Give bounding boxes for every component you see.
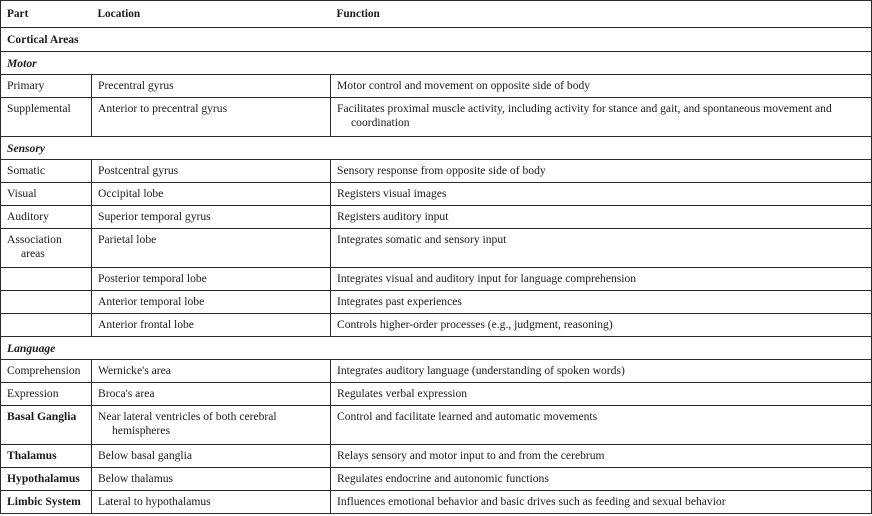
- cell-function: Control and facilitate learned and automatic movements: [331, 406, 872, 445]
- table-row: [1, 229, 872, 268]
- section-row-cortical-areas: [1, 28, 872, 52]
- table-row-thalamus: [1, 445, 872, 468]
- cell-location: Superior temporal gyrus: [92, 206, 331, 229]
- cell-part: Basal Ganglia: [1, 406, 92, 445]
- header-location: Location: [92, 1, 331, 28]
- cell-location: Precentral gyrus: [92, 75, 331, 98]
- cell-location: Broca's area: [92, 383, 331, 406]
- cell-function: Influences emotional behavior and basic drives such as feeding and sexual behavior: [331, 491, 872, 514]
- cell-function: Integrates somatic and sensory input: [331, 229, 872, 268]
- cell-function: [331, 98, 872, 137]
- table-row: [1, 75, 872, 98]
- table-row: [1, 268, 872, 291]
- cell-function: Registers visual images: [331, 183, 872, 206]
- group-row-language: [1, 337, 872, 360]
- cell-part: [1, 229, 92, 268]
- table-row: [1, 160, 872, 183]
- cell-function: Controls higher-order processes (e.g., judgment, reasoning): [331, 314, 872, 337]
- group-label: Motor: [1, 52, 872, 75]
- cell-location: Posterior temporal lobe: [92, 268, 331, 291]
- cell-location: Postcentral gyrus: [92, 160, 331, 183]
- cell-function: Integrates visual and auditory input for language comprehension: [331, 268, 872, 291]
- cell-location: Wernicke's area: [92, 360, 331, 383]
- cell-part: Auditory: [1, 206, 92, 229]
- cell-part: [1, 268, 92, 291]
- cell-function: Integrates past experiences: [331, 291, 872, 314]
- cell-location: Below thalamus: [92, 468, 331, 491]
- cell-part: Thalamus: [1, 445, 92, 468]
- table-row: [1, 291, 872, 314]
- cell-location: Occipital lobe: [92, 183, 331, 206]
- cell-part: [1, 291, 92, 314]
- cell-part: Somatic: [1, 160, 92, 183]
- cell-part: Expression: [1, 383, 92, 406]
- cell-part: Supplemental: [1, 98, 92, 137]
- cell-function: Integrates auditory language (understanding of spoken words): [331, 360, 872, 383]
- group-label: Sensory: [1, 137, 872, 160]
- cell-part: Comprehension: [1, 360, 92, 383]
- cell-function: Relays sensory and motor input to and from the cerebrum: [331, 445, 872, 468]
- header-function: Function: [331, 1, 872, 28]
- table-row-basal-ganglia: [1, 406, 872, 445]
- cell-location: [92, 406, 331, 445]
- cell-part: Limbic System: [1, 491, 92, 514]
- group-row-motor: [1, 52, 872, 75]
- cell-location: Lateral to hypothalamus: [92, 491, 331, 514]
- cell-function: Registers auditory input: [331, 206, 872, 229]
- group-row-sensory: [1, 137, 872, 160]
- cell-location: Below basal ganglia: [92, 445, 331, 468]
- cell-function: Sensory response from opposite side of body: [331, 160, 872, 183]
- cell-location-text: Near lateral ventricles of both cerebral hemispheres: [98, 410, 277, 437]
- cell-location: Anterior temporal lobe: [92, 291, 331, 314]
- cell-part: [1, 314, 92, 337]
- table-row-limbic-system: [1, 491, 872, 514]
- cell-part-text: Association areas: [7, 233, 62, 260]
- header-part: Part: [1, 1, 92, 28]
- cell-function-text: Facilitates proximal muscle activity, including activity for stance and gait, and spontaneous movement and coordination: [337, 102, 832, 129]
- table-header-row: [1, 1, 872, 28]
- cell-location: Anterior frontal lobe: [92, 314, 331, 337]
- cell-location: Anterior to precentral gyrus: [92, 98, 331, 137]
- table-row: [1, 314, 872, 337]
- group-label: Language: [1, 337, 872, 360]
- cell-part: Visual: [1, 183, 92, 206]
- table-row-hypothalamus: [1, 468, 872, 491]
- table-row: [1, 360, 872, 383]
- cell-part: Hypothalamus: [1, 468, 92, 491]
- cell-function: Regulates endocrine and autonomic functions: [331, 468, 872, 491]
- cell-function: Motor control and movement on opposite side of body: [331, 75, 872, 98]
- cell-location: Parietal lobe: [92, 229, 331, 268]
- table-row: [1, 206, 872, 229]
- cell-part: Primary: [1, 75, 92, 98]
- table-row: [1, 383, 872, 406]
- table-row: [1, 183, 872, 206]
- table-row: [1, 98, 872, 137]
- cell-function: Regulates verbal expression: [331, 383, 872, 406]
- section-title: Cortical Areas: [1, 28, 872, 52]
